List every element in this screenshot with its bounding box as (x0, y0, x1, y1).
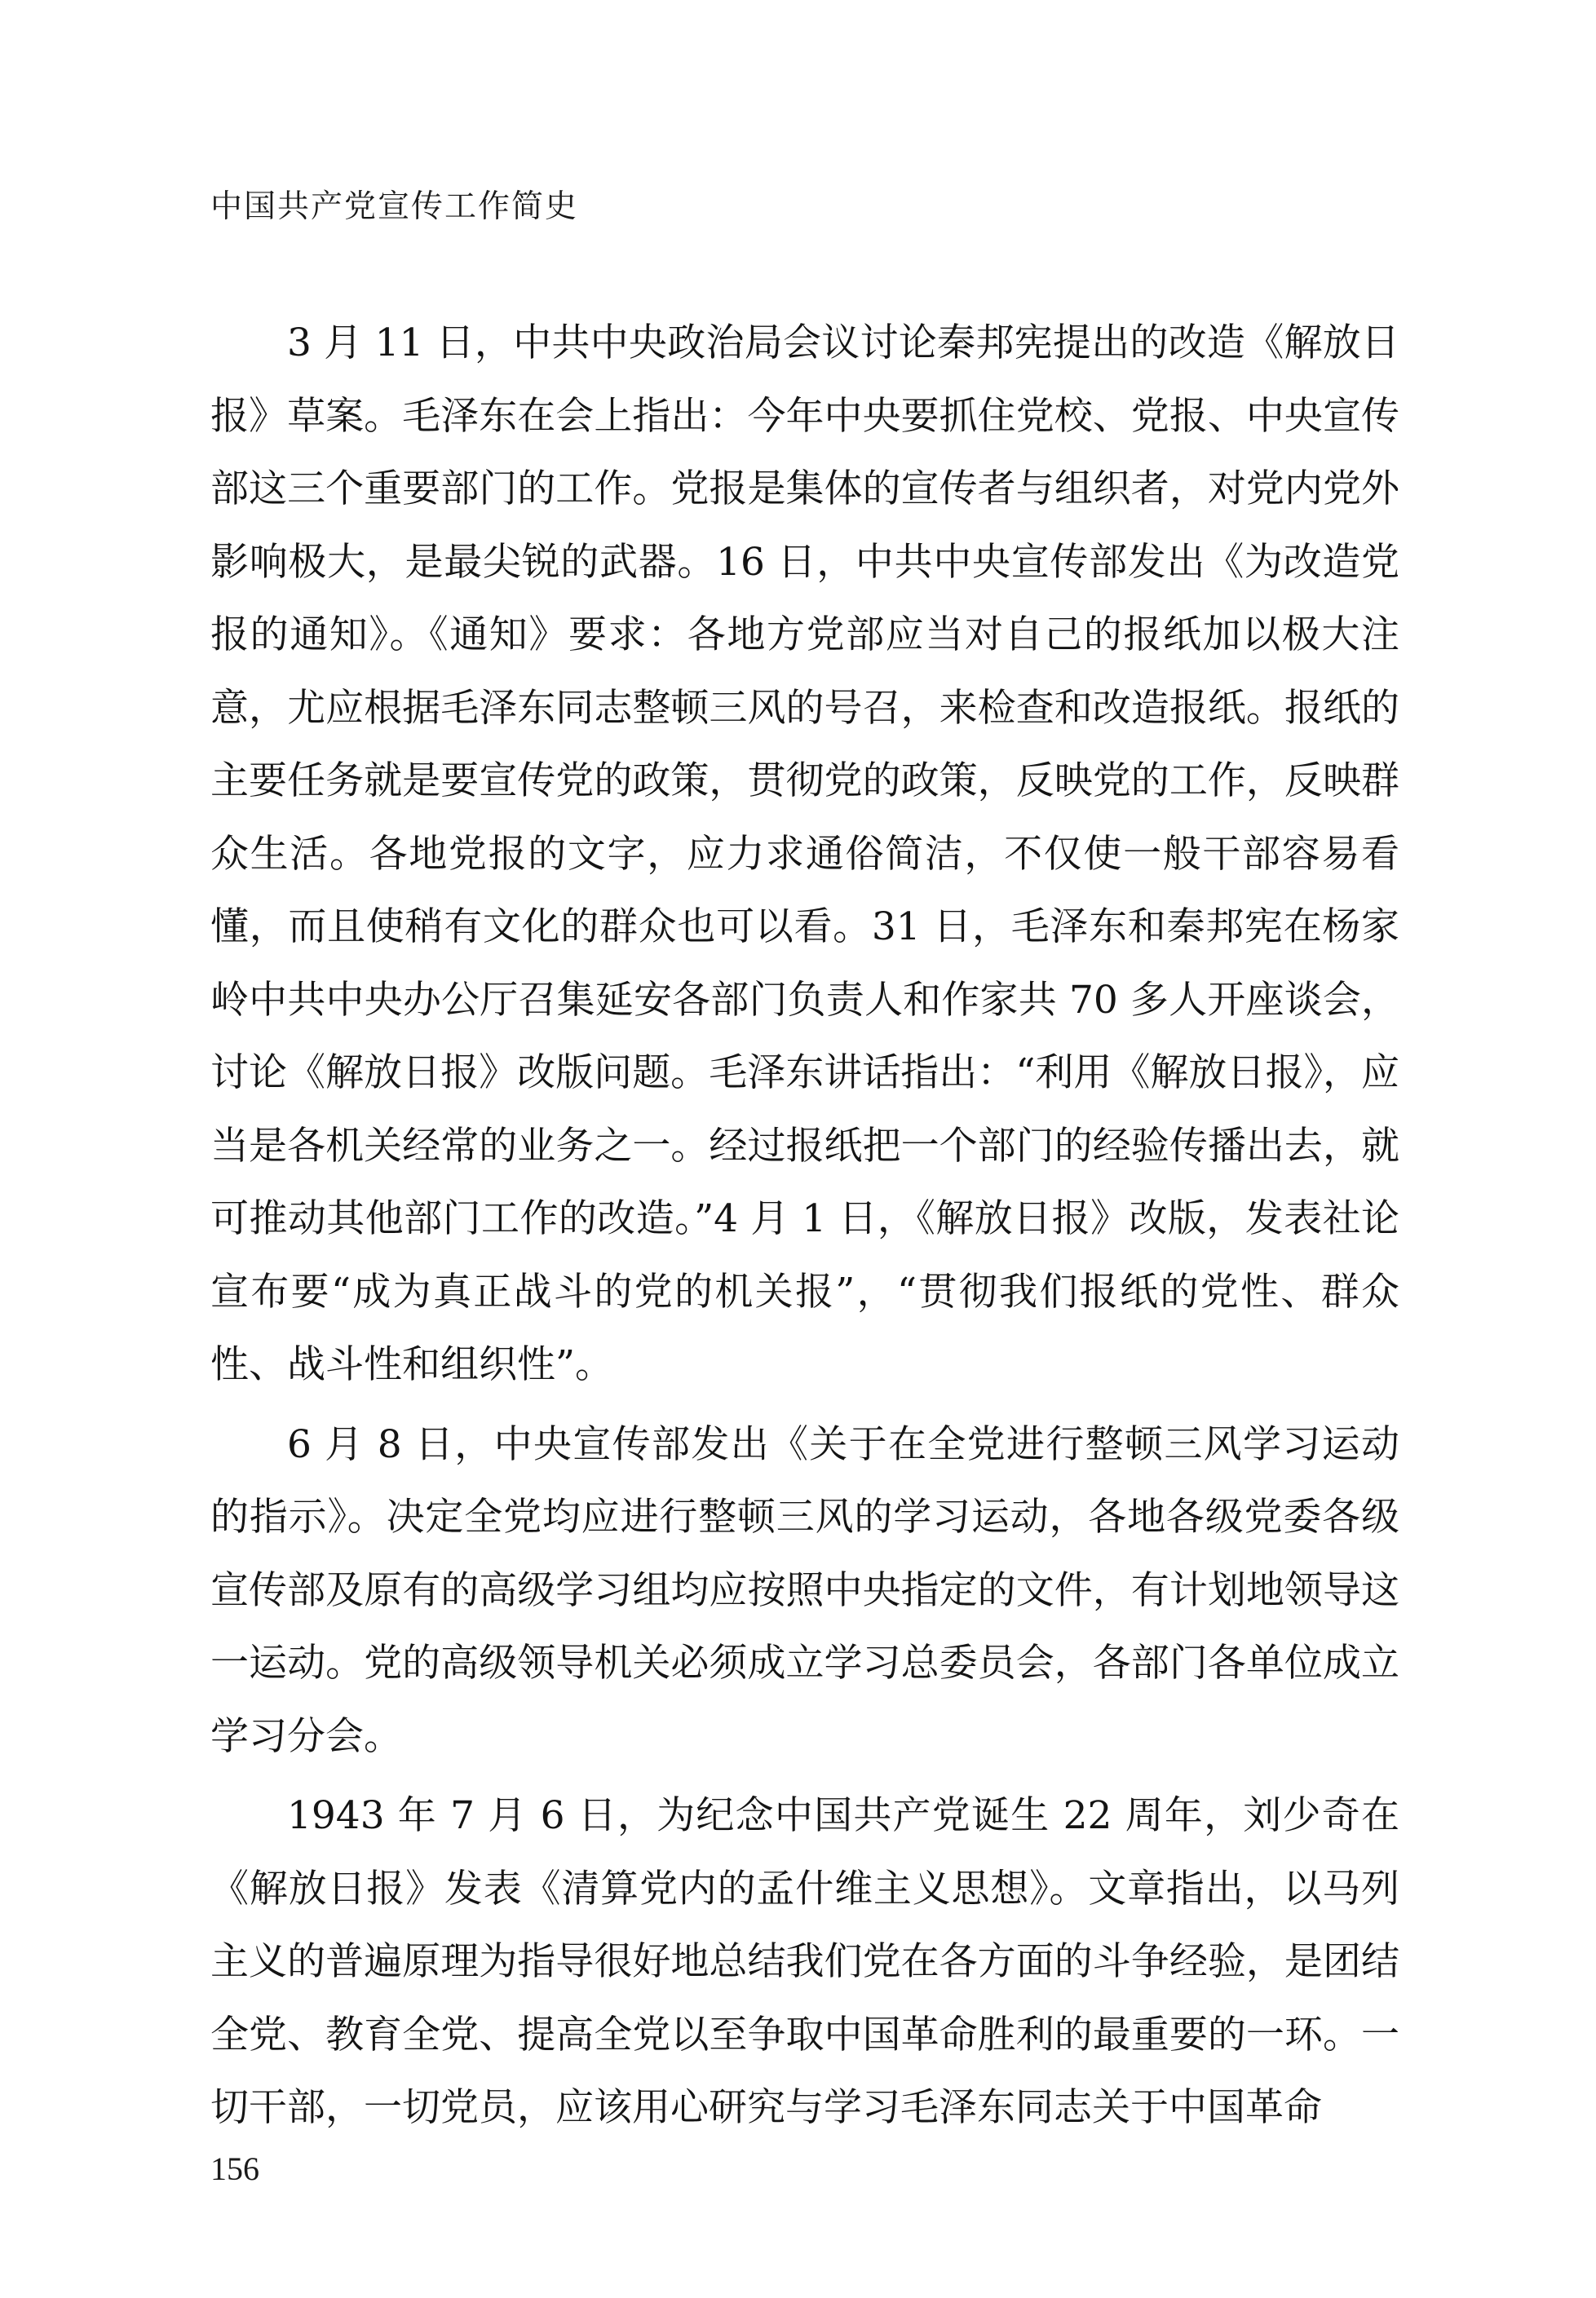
paragraph-1: 3 月 11 日，中共中央政治局会议讨论秦邦宪提出的改造《解放日报》草案。毛泽东在会上指出：今年中央要抓住党校、党报、中央宣传部这三个重要部门的工作。党报是集体的宣传者与组织者，对党内党外影响极大，是最尖锐的武器。16 日，中共中央宣传部发出《为改造党报的通知》。《通知》要求：各地方党部应当对自己的报纸加以极大注意，尤应根据毛泽东同志整顿三风的号召，来检查和改造报纸。报纸的主要任务就是要宣传党的政策，贯彻党的政策，反映党的工作，反映群众生活。各地党报的文字，应力求通俗简洁，不仅使一般干部容易看懂，而且使稍有文化的群众也可以看。31 日，毛泽东和秦邦宪在杨家岭中共中央办公厅召集延安各部门负责人和作家共 70 多人开座谈会，讨论《解放日报》改版问题。毛泽东讲话指出：“利用《解放日报》，应当是各机关经常的业务之一。经过报纸把一个部门的经验传播出去，就可推动其他部门工作的改造。”4 月 1 日，《解放日报》改版，发表社论宣布要“成为真正战斗的党的机关报”，“贯彻我们报纸的党性、群众性、战斗性和组织性”。 (210, 320, 1399, 1387)
paragraph-2: 6 月 8 日，中央宣传部发出《关于在全党进行整顿三风学习运动的指示》。决定全党均应进行整顿三风的学习运动，各地各级党委各级宣传部及原有的高级学习组均应按照中央指定的文件，有计划地领导这一运动。党的高级领导机关必须成立学习总委员会，各部门各单位成立学习分会。 (210, 1421, 1399, 1759)
paragraph-3: 1943 年 7 月 6 日，为纪念中国共产党诞生 22 周年，刘少奇在《解放日报》发表《清算党内的孟什维主义思想》。文章指出，以马列主义的普遍原理为指导很好地总结我们党在各方面的斗争经验，是团结全党、教育全党、提高全党以至争取中国革命胜利的最重要的一环。一切干部，一切党员，应该用心研究与学习毛泽东同志关于中国革命 (210, 1793, 1399, 2130)
body-text (210, 307, 1399, 2151)
running-header-book-title: 中国共产党宣传工作简史 (210, 188, 579, 225)
page-number: 156 (210, 2150, 259, 2187)
